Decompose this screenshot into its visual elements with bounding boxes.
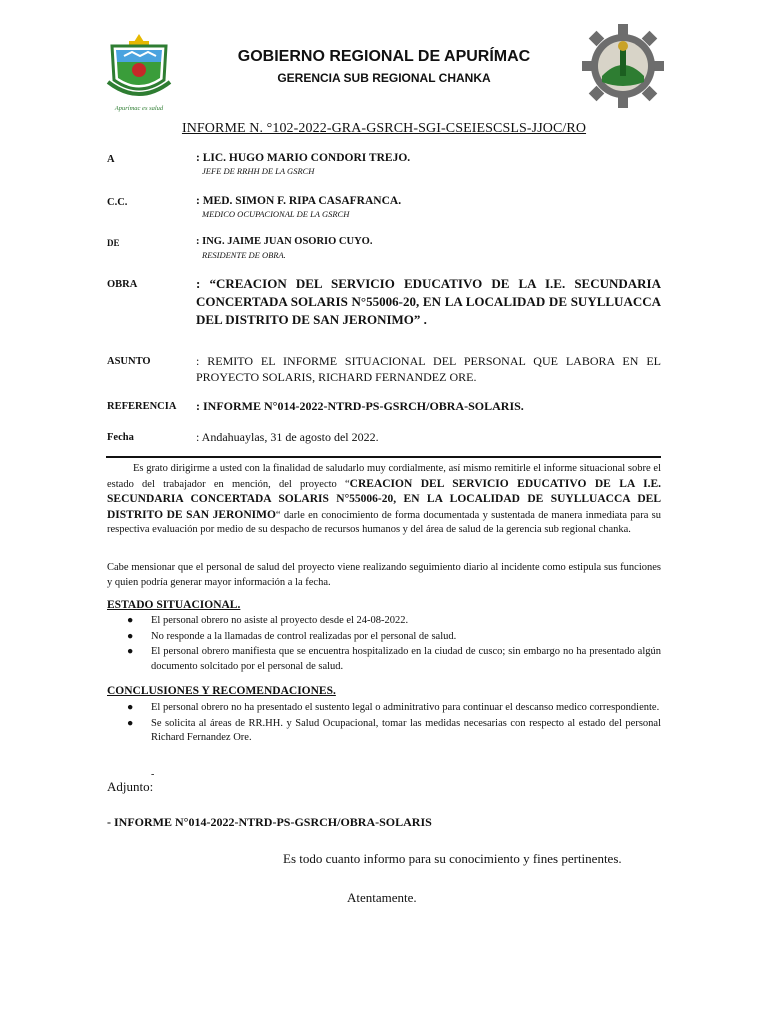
list-item: ● El personal obrero no ha presentado el sustento legal o adminitrativo para continuar el descanso medico correspondiente. [127, 702, 660, 713]
header-subtitle: GERENCIA SUB REGIONAL CHANKA [277, 71, 491, 85]
conclusiones-title: CONCLUSIONES Y RECOMENDACIONES. [107, 685, 336, 697]
field-label-cc: C.C. [107, 197, 128, 208]
field-role-de: RESIDENTE DE OBRA. [202, 250, 286, 260]
field-value-de: : ING. JAIME JUAN OSORIO CUYO. [196, 236, 373, 247]
field-value-obra: : “CREACION DEL SERVICIO EDUCATIVO DE LA I.E. SECUNDARIA CONCERTADA SOLARIS N°55006-20, EN LA LOCALIDAD DE SUYLLUACCA DEL DISTRITO DE SAN JERONIMO” . [196, 276, 661, 327]
field-label-referencia: REFERENCIA [107, 401, 177, 412]
field-label-a: A [107, 154, 115, 165]
field-label-asunto: ASUNTO [107, 356, 151, 367]
conclusiones-list [127, 701, 661, 747]
field-value-cc: : MED. SIMON F. RIPA CASAFRANCA. [196, 195, 402, 207]
gear-emblem-logo [582, 24, 664, 108]
field-role-cc: MEDICO OCUPACIONAL DE LA GSRCH [202, 209, 350, 219]
header-title: GOBIERNO REGIONAL DE APURÍMAC [237, 48, 531, 65]
list-item: ● No responde a la llamadas de control realizadas por el personal de salud. [127, 630, 457, 642]
field-label-de: DE [107, 238, 120, 248]
field-value-fecha: : Andahuaylas, 31 de agosto del 2022. [196, 430, 379, 444]
estado-title: ESTADO SITUACIONAL. [107, 599, 241, 611]
dash-mark: - [151, 769, 155, 780]
estado-list [127, 614, 661, 675]
header-divider [106, 456, 661, 458]
list-item: ● El personal obrero no asiste al proyecto desde el 24-08-2022. [127, 615, 409, 626]
field-role-a: JEFE DE RRHH DE LA GSRCH [202, 166, 315, 176]
body-paragraph-2: Cabe mensionar que el personal de salud del proyecto viene realizando seguimiento diario al incidente como estipula sus funciones y quien podría generar mayor información a la fecha. [107, 562, 661, 588]
closing-sentence: Es todo cuanto informo para su conocimiento y fines pertinentes. [283, 851, 622, 866]
report-title: INFORME N. °102-2022-GRA-GSRCH-SGI-CSEIESCSLS-JJOC/RO [181, 121, 587, 136]
attachment-item: - INFORME N°014-2022-NTRD-PS-GSRCH/OBRA-SOLARIS [107, 815, 432, 829]
list-item: ● Se solicita al áreas de RR.HH. y Salud Ocupacional, tomar las medidas necesarias con respecto al estado del personal Richard Fernandez Ore. [127, 717, 661, 743]
list-item: ● El personal obrero manifiesta que se encuentra hospitalizado en la ciudad de cusco; sin embargo no ha presentado algún documento solcitado por el personal de salud. [127, 646, 661, 672]
field-label-obra: OBRA [107, 279, 138, 290]
field-value-referencia: : INFORME N°014-2022-NTRD-PS-GSRCH/OBRA-SOLARIS. [196, 399, 524, 413]
field-label-fecha: Fecha [107, 432, 134, 443]
adjunto-label: Adjunto: [107, 779, 154, 794]
logo-caption: Apurímac es salud [114, 105, 164, 112]
body-paragraph-1: Es grato dirigirme a usted con la finalidad de saludarlo muy cordialmente, así mismo remitirle el informe situacional sobre el estado del trabajador en mención, del proyecto “CREACION DEL SERVICIO EDUCATIVO DE LA I.E. SECUNDARIA CONCERTADA SOLARIS N°55006-20, EN LA LOCALIDAD DE SUYLLUACCA DEL DISTRITO DE SAN JERONIMO“ darle en conocimiento de forma documentada y sustentada de manera inmediata para su respectiva evaluación por medio de su despacho de recursos humanos y del área de salud de la gerencia sub regional chanka. [107, 463, 662, 535]
field-value-asunto: : REMITO EL INFORME SITUACIONAL DEL PERSONAL QUE LABORA EN EL PROYECTO SOLARIS, RICHARD FERNANDEZ ORE. [196, 354, 661, 384]
sign-off: Atentamente. [347, 890, 417, 905]
field-value-a: : LIC. HUGO MARIO CONDORI TREJO. [196, 152, 411, 164]
